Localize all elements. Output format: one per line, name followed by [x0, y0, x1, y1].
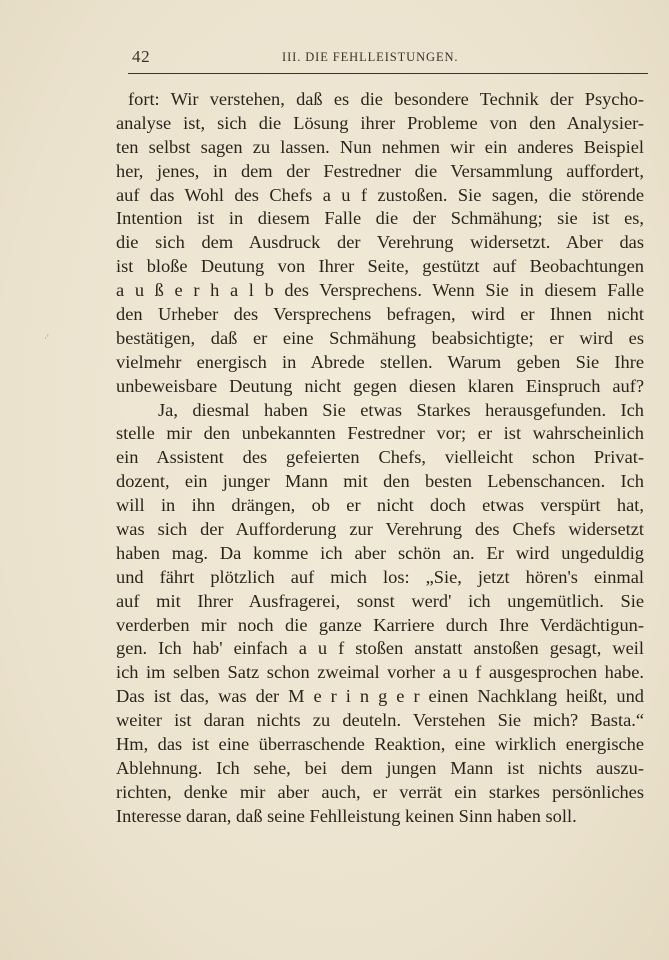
- text-line: auf mit Ihrer Ausfragerei, sonst werd' ich ungemütlich. Sie: [116, 590, 644, 611]
- text-line: verderben mir noch die ganze Karriere durch Ihre Verdächtigun-: [116, 614, 644, 635]
- text-line: Ablehnung. Ich sehe, bei dem jungen Mann ist nichts auszu-: [116, 757, 644, 778]
- text-line: auf das Wohl des Chefs a u f zustoßen. Sie sagen, die störende: [116, 184, 644, 205]
- chapter-title: III. DIE FEHLLEISTUNGEN.: [282, 50, 459, 64]
- text-line: ten selbst sagen zu lassen. Nun nehmen wir ein anderes Beispiel: [116, 136, 644, 157]
- text-line: will in ihn drängen, ob er nicht doch etwas verspürt hat,: [116, 495, 644, 516]
- body-text: [116, 88, 644, 829]
- text-line: bestätigen, daß er eine Schmähung beabsichtigte; er wird es: [116, 327, 644, 348]
- text-line: Intention ist in diesem Falle die der Schmähung; sie ist es,: [116, 208, 644, 229]
- text-line: vielmehr energisch in Abrede stellen. Warum geben Sie Ihre: [116, 351, 644, 372]
- header-rule: [128, 73, 648, 74]
- text-line: was sich der Aufforderung zur Verehrung des Chefs widersetzt: [116, 519, 644, 540]
- text-line: ich im selben Satz schon zweimal vorher a u f ausgesprochen habe.: [116, 662, 644, 683]
- text-line: ist bloße Deutung von Ihrer Seite, gestützt auf Beobachtungen: [116, 256, 644, 277]
- text-line: die sich dem Ausdruck der Verehrung widersetzt. Aber das: [116, 232, 644, 253]
- text-line: den Urheber des Versprechens befragen, wird er Ihnen nicht: [116, 304, 644, 325]
- text-line: her, jenes, in dem der Festredner die Versammlung auffordert,: [116, 160, 644, 181]
- page-number: 42: [132, 47, 151, 66]
- running-head: [132, 47, 648, 69]
- text-line: weiter ist daran nichts zu deuteln. Verstehen Sie mich? Basta.“: [116, 710, 644, 731]
- text-line: und fährt plötzlich auf mich los: „Sie, jetzt hören's einmal: [116, 566, 644, 587]
- paragraph: [116, 399, 644, 829]
- text-line: Das ist das, was der M e r i n g e r einen Nachklang heißt, und: [116, 686, 644, 707]
- text-line: Interesse daran, daß seine Fehlleistung keinen Sinn haben soll.: [116, 805, 577, 826]
- text-line: Ja, diesmal haben Sie etwas Starkes herausgefunden. Ich: [158, 399, 644, 420]
- text-line: unbeweisbare Deutung nicht gegen diesen klaren Einspruch auf?: [116, 375, 644, 396]
- text-line: ein Assistent des gefeierten Chefs, vielleicht schon Privat-: [116, 447, 644, 468]
- text-line: a u ß e r h a l b des Versprechens. Wenn Sie in diesem Falle: [116, 280, 644, 301]
- text-line: fort: Wir verstehen, daß es die besondere Technik der Psycho-: [128, 89, 644, 109]
- text-line: dozent, ein junger Mann mit den besten Lebenschancen. Ich: [116, 471, 644, 492]
- margin-mark: ·': [44, 333, 49, 343]
- text-line: Hm, das ist eine überraschende Reaktion, eine wirklich energische: [116, 734, 644, 755]
- paragraph: [116, 88, 644, 399]
- text-line: analyse ist, sich die Lösung ihrer Probleme von den Analysier-: [116, 112, 644, 133]
- text-line: haben mag. Da komme ich aber schön an. Er wird ungeduldig: [116, 542, 644, 563]
- text-line: richten, denke mir aber auch, er verrät ein starkes persönliches: [116, 781, 644, 802]
- text-line: gen. Ich hab' einfach a u f stoßen anstatt anstoßen gesagt, weil: [116, 638, 644, 659]
- text-line: stelle mir den unbekannten Festredner vor; er ist wahrscheinlich: [116, 423, 644, 444]
